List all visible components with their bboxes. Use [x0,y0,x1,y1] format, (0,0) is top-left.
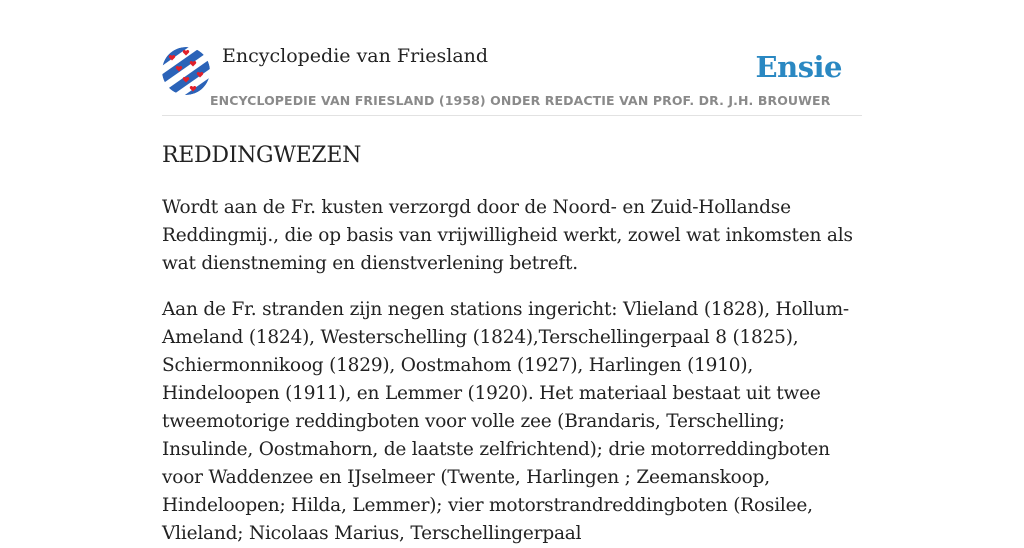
site-subtitle: ENCYCLOPEDIE VAN FRIESLAND (1958) ONDER REDACTIE VAN PROF. DR. J.H. BROUWER [210,93,831,108]
entry-body [162,194,862,548]
entry [162,142,862,548]
entry-title: REDDINGWEZEN [162,143,362,168]
header [162,0,862,116]
entry-paragraph: Wordt aan de Fr. kusten verzorgd door de Noord- en Zuid-Hollandse Reddingmij., die op basis van vrijwilligheid werkt, zowel wat inkomsten als wat dienstneming en dienstverlening betreft. [162,197,853,274]
ensie-brand-link[interactable]: Ensie [755,50,842,84]
site-logo[interactable] [162,47,210,95]
page [162,0,862,544]
frisian-flag-icon [162,47,210,95]
entry-paragraph: Aan de Fr. stranden zijn negen stations ingericht: Vlieland (1828), Hollum-Ameland (1824), Westerschelling (1824),Terschellingerpaal 8 (1825), Schiermonnikoog (1829), Oostmahom (1927), Harlingen (1910), Hindeloopen (1911), en Lemmer (1920). Het materiaal bestaat uit twee tweemotorige reddingboten voor volle zee (Brandaris, Terschelling; Insulinde, Oostmahorn, de laatste zelfrichtend); drie motorreddingboten voor Waddenzee en IJselmeer (Twente, Harlingen ; Zeemanskoop, Hindeloopen; Hilda, Lemmer); vier motorstrandreddingboten (Rosilee, Vlieland; Nicolaas Marius, Terschellingerpaal [162,299,849,544]
site-title-link[interactable]: Encyclopedie van Friesland [222,45,489,67]
